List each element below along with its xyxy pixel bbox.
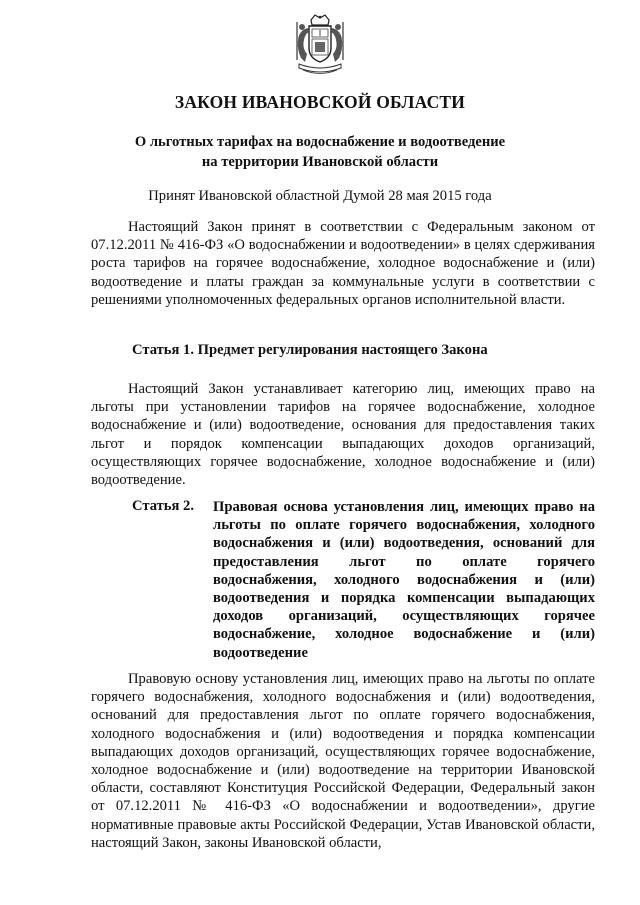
coat-of-arms-icon <box>291 14 349 78</box>
article-2-heading: Правовая основа установления лиц, имеющих право на льготы по оплате горячего водоснабжения, холодного водоснабжения и (или) водоотведения, оснований для предоставления льгот по оплате горячего водоснабжения, холодного водоснабжения и (или) водоотведения и порядка компенсации выпадающих доходов организаций, осуществляющих горячее водоснабжение, холодное водоснабжение и (или) водоотведение <box>213 499 595 661</box>
preamble-paragraph: Настоящий Закон принят в соответствии с Федеральным законом от 07.12.2011 № 416-ФЗ «О водоснабжении и водоотведении» в целях сдерживания роста тарифов на горячее водоснабжение, холодное водоснабжение и (или) водоотведение и платы граждан за коммунальные услуги в соответствии с решениями уполномоченных федеральных органов исполнительной власти. <box>91 219 595 308</box>
article-1-paragraph: Настоящий Закон устанавливает категорию лиц, имеющих право на льготы при установлении тарифов на горячее водоснабжение, холодное водоснабжение и (или) водоотведение, основания для предоставления таких льгот и порядок компенсации выпадающих доходов организаций, осуществляющих горячее водоснабжение, холодное водоснабжение и (или) водоотведение. <box>91 381 595 489</box>
document-title: ЗАКОН ИВАНОВСКОЙ ОБЛАСТИ <box>174 92 466 112</box>
subtitle-line: на территории Ивановской области <box>201 154 439 170</box>
adoption-note: Принят Ивановской областной Думой 28 мая 2015 года <box>148 188 492 204</box>
article-2-label: Статья 2. <box>132 498 194 514</box>
article-2-paragraph: Правовую основу установления лиц, имеющих право на льготы по оплате горячего водоснабжения, холодного водоснабжения и (или) водоотведения, оснований для предоставления льгот по оплате горячего водоснабжения, холодного водоснабжения и (или) водоотведения и порядка компенсации выпадающих доходов организаций, осуществляющих горячее водоснабжение, холодное водоснабжение и (или) водоотведение на территории Ивановской области, составляют Конституция Российской Федерации, Федеральный закон от 07.12.2011 № 416-ФЗ «О водоснабжении и водоотведении», другие нормативные правовые акты Российской Федерации, Устав Ивановской области, настоящий Закон, законы Ивановской области, <box>91 671 595 851</box>
document-subtitle <box>0 132 640 172</box>
subtitle-line: О льготных тарифах на водоснабжение и водоотведение <box>134 134 506 150</box>
article-1-heading: Статья 1. Предмет регулирования настоящего Закона <box>132 342 488 358</box>
